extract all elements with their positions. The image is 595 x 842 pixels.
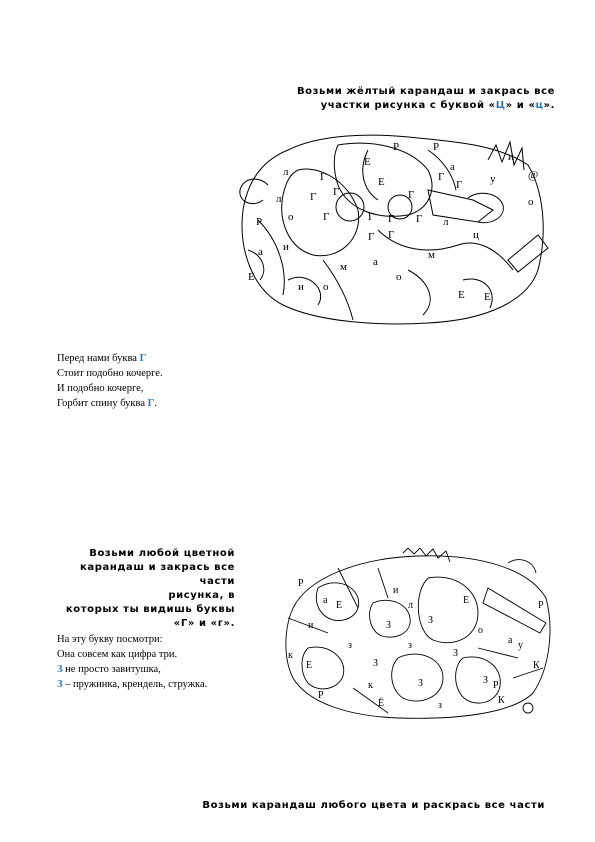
svg-text:Е: Е	[458, 289, 465, 301]
svg-text:Г: Г	[388, 229, 395, 241]
svg-text:м: м	[428, 249, 435, 261]
letter-highlight: З	[57, 679, 63, 690]
task3-instruction	[150, 799, 545, 813]
task1-line1: Возьми жёлтый карандаш и закрась все	[296, 86, 555, 97]
svg-text:м: м	[340, 261, 347, 273]
coloring-picture-2	[278, 548, 556, 723]
task2-line6: «Г» и «г».	[173, 618, 235, 629]
svg-text:Ё: Ё	[378, 698, 385, 709]
svg-text:и: и	[308, 620, 314, 631]
svg-text:о: о	[288, 211, 294, 223]
svg-text:а: а	[373, 256, 378, 268]
letter-highlight: З	[57, 664, 63, 675]
poem1-line1	[57, 351, 257, 366]
svg-text:Е: Е	[463, 595, 470, 606]
svg-text:Г: Г	[333, 186, 340, 198]
svg-text:З: З	[428, 615, 434, 626]
poem-letter-g	[57, 351, 257, 411]
poem-text: – пружинка, крендель, стружка.	[62, 679, 208, 690]
task1-instruction	[250, 85, 555, 113]
task1-line2-part: ».	[543, 100, 555, 111]
task1-line2-part: участки рисунка с буквой «	[320, 100, 496, 111]
letter-highlight: Г	[139, 353, 147, 364]
svg-text:Г: Г	[323, 211, 330, 223]
svg-text:К: К	[498, 695, 505, 706]
svg-text:З: З	[418, 678, 424, 689]
task1-line2	[250, 99, 555, 113]
svg-text:Е: Е	[336, 600, 343, 611]
svg-text:Р: Р	[433, 141, 440, 153]
poem1-line4	[57, 396, 257, 411]
poem-text: .	[154, 398, 157, 409]
task2-line4: рисунка, в	[168, 590, 235, 601]
svg-text:@: @	[528, 169, 539, 181]
poem2-line1: На эту букву посмотри:	[57, 634, 163, 645]
svg-text:з: з	[438, 700, 442, 711]
svg-text:Е: Е	[306, 660, 313, 671]
svg-text:Г: Г	[416, 213, 423, 225]
svg-text:и: и	[393, 585, 399, 596]
svg-text:Е: Е	[248, 271, 255, 283]
task2-line3: части	[199, 576, 235, 587]
svg-text:Г: Г	[368, 211, 375, 223]
coloring-picture-letters-icon	[228, 130, 558, 330]
svg-text:л: л	[443, 216, 449, 228]
poem2-line4	[57, 677, 277, 692]
svg-text:Р: Р	[393, 141, 400, 153]
letter-highlight: Ц	[495, 100, 506, 111]
svg-text:Г: Г	[408, 189, 415, 201]
task2-line2: карандаш и закрась все	[80, 562, 235, 573]
svg-text:З: З	[373, 658, 379, 669]
svg-text:Г: Г	[438, 171, 445, 183]
svg-text:Г: Г	[320, 171, 327, 183]
poem-text: не просто завитушка,	[62, 664, 161, 675]
svg-text:к: к	[288, 650, 293, 661]
svg-text:о: о	[396, 271, 402, 283]
svg-text:и: и	[283, 241, 289, 253]
letter-highlight: ц	[535, 100, 544, 111]
task2-line5: которых ты видишь буквы	[65, 604, 235, 615]
svg-text:Г: Г	[388, 213, 395, 225]
svg-text:Р: Р	[298, 578, 304, 589]
task2-line1: Возьми любой цветной	[89, 548, 235, 559]
svg-text:З: З	[453, 648, 459, 659]
poem2-line3	[57, 662, 277, 677]
svg-text:у: у	[490, 173, 496, 185]
svg-text:К: К	[533, 660, 540, 671]
svg-text:и: и	[508, 151, 514, 163]
svg-text:Р: Р	[256, 216, 263, 228]
svg-text:л: л	[276, 193, 282, 205]
svg-text:з: з	[348, 640, 352, 651]
svg-text:о: о	[528, 196, 534, 208]
poem-letter-z	[57, 632, 277, 692]
svg-text:Г: Г	[368, 231, 375, 243]
svg-text:Р: Р	[538, 600, 544, 611]
svg-text:а: а	[323, 595, 328, 606]
coloring-picture-1	[228, 130, 558, 330]
letter-highlight: Г	[147, 398, 155, 409]
svg-text:л: л	[283, 166, 289, 178]
task2-instruction	[60, 547, 235, 631]
svg-text:Г: Г	[310, 191, 317, 203]
svg-text:Г: Г	[456, 179, 463, 191]
svg-text:а: а	[508, 635, 513, 646]
svg-text:к: к	[368, 680, 373, 691]
poem2-line2: Она совсем как цифра три.	[57, 649, 178, 660]
coloring-picture-letters-icon	[278, 548, 556, 723]
svg-text:Е: Е	[484, 291, 491, 303]
svg-text:о: о	[478, 625, 483, 636]
svg-text:л: л	[408, 600, 413, 611]
svg-text:у: у	[518, 640, 523, 651]
svg-text:а: а	[258, 246, 263, 258]
svg-text:з: з	[408, 640, 412, 651]
svg-text:З: З	[386, 620, 392, 631]
task1-line2-part: » и «	[505, 100, 536, 111]
svg-text:Р: Р	[493, 680, 499, 691]
poem-text: Горбит спину буква	[57, 398, 148, 409]
svg-text:ц: ц	[473, 229, 479, 241]
svg-text:Е: Е	[364, 156, 371, 168]
poem1-line2: Стоит подобно кочерге.	[57, 368, 163, 379]
poem1-line3: И подобно кочерге,	[57, 383, 144, 394]
svg-text:а: а	[450, 161, 455, 173]
task3-line: Возьми карандаш любого цвета и раскрась все части	[202, 800, 545, 811]
svg-text:и: и	[298, 281, 304, 293]
svg-text:о: о	[323, 281, 329, 293]
svg-text:Е: Е	[378, 176, 385, 188]
svg-text:Р: Р	[318, 690, 324, 701]
svg-text:З: З	[483, 675, 489, 686]
poem-text: Перед нами буква	[57, 353, 140, 364]
